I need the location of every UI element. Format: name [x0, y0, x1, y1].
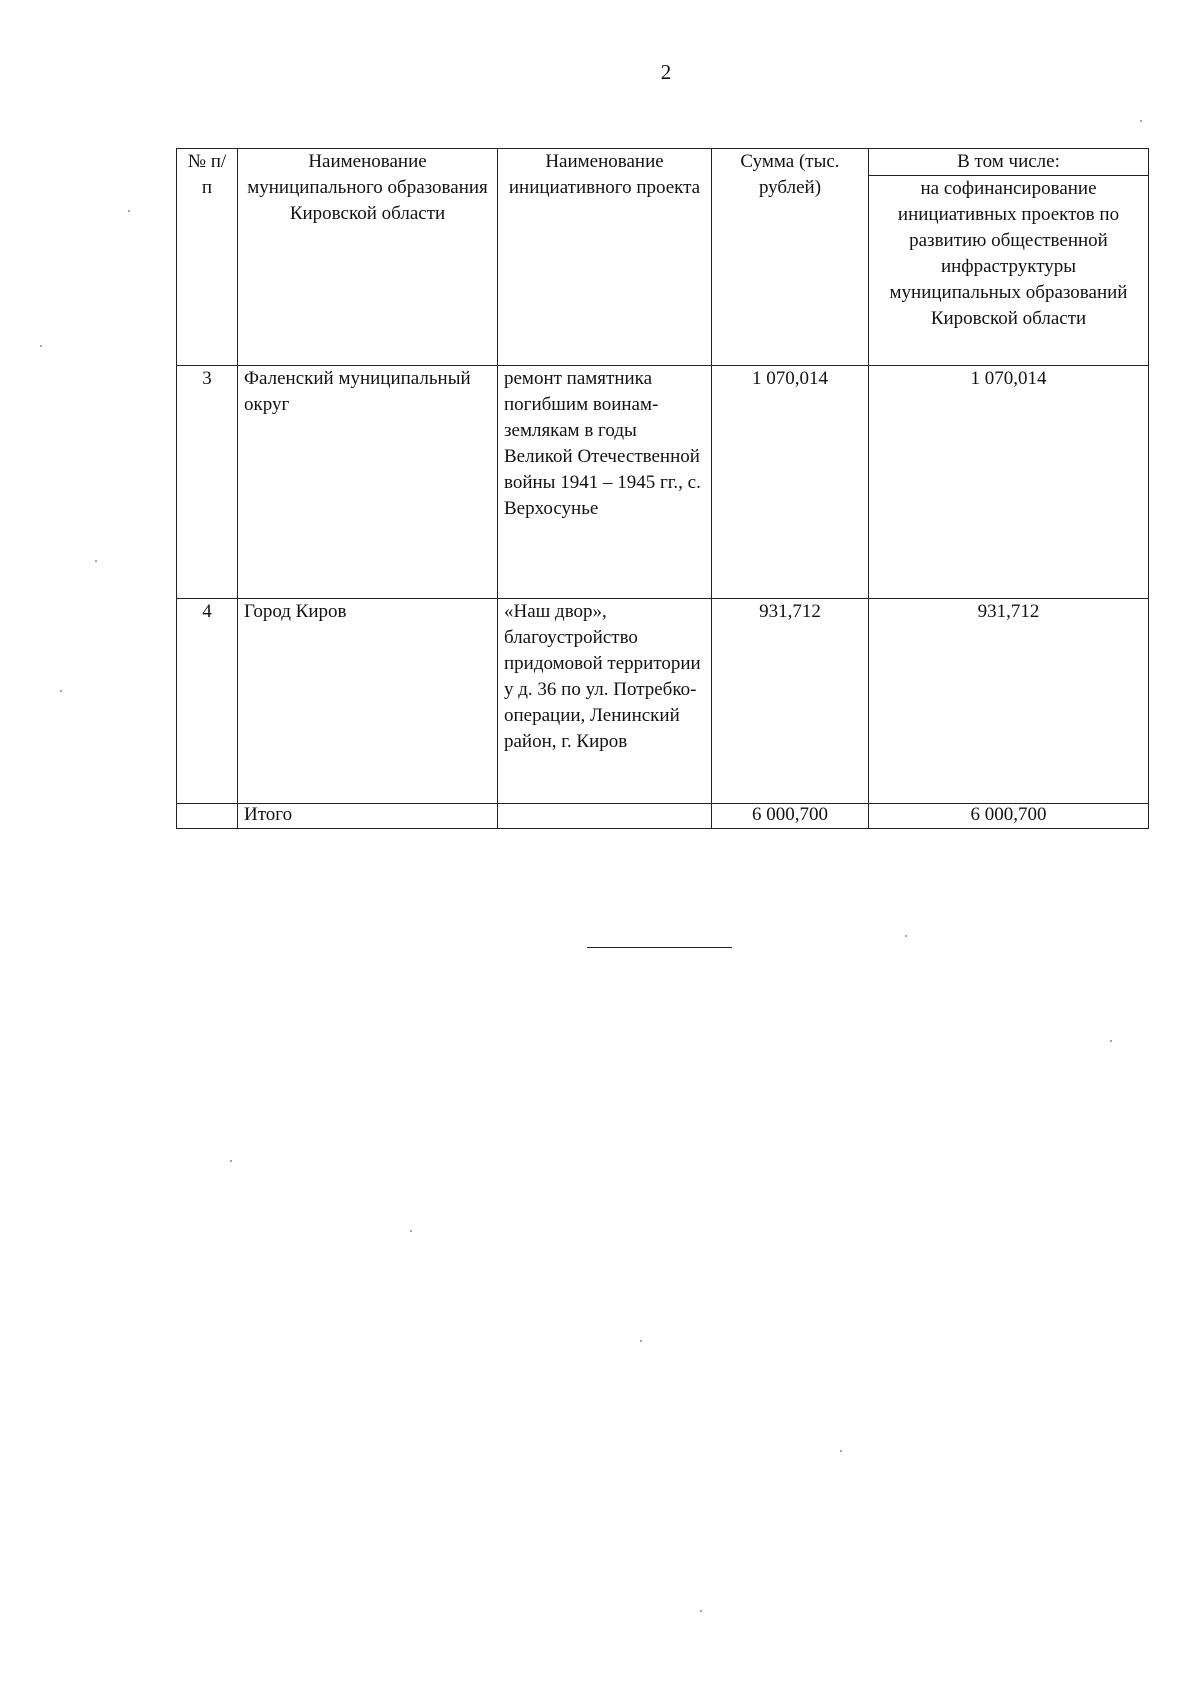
scan-speck — [640, 1340, 642, 1342]
cell-cofinancing: 931,712 — [869, 599, 1149, 804]
page-number: 2 — [660, 60, 672, 84]
cell-sum: 1 070,014 — [712, 366, 869, 599]
scan-speck — [1110, 1040, 1112, 1042]
scan-speck — [230, 1160, 232, 1162]
cell-num: 4 — [177, 599, 238, 804]
table-row — [177, 366, 1149, 599]
table-row — [177, 599, 1149, 804]
table-total-row — [177, 804, 1149, 829]
scan-speck — [905, 935, 907, 937]
cell-project: ремонт памятника погибшим воинам-землякам в годы Великой Отечественной войны 1941 – 1945 гг., с. Верхосунье — [498, 366, 712, 599]
scan-speck — [95, 560, 97, 562]
cell-total-num — [177, 804, 238, 829]
header-project: Наименование инициативного проекта — [498, 149, 712, 366]
scan-speck — [410, 1230, 412, 1232]
header-municipality: Наименование муниципального образования Кировской области — [238, 149, 498, 366]
cell-total-label: Итого — [238, 804, 498, 829]
cell-total-sum: 6 000,700 — [712, 804, 869, 829]
cell-total-project — [498, 804, 712, 829]
funding-table — [176, 148, 1149, 829]
cell-project: «Наш двор», благоустройство придомовой территории у д. 36 по ул. Потребко-операции, Ленинский район, г. Киров — [498, 599, 712, 804]
scan-speck — [128, 210, 130, 212]
scan-speck — [840, 1450, 842, 1452]
end-separator-line — [587, 947, 732, 948]
scan-speck — [60, 690, 62, 692]
cell-municipality: Фаленский муниципальный округ — [238, 366, 498, 599]
scan-speck — [40, 345, 42, 347]
header-cofinancing: на софинансирование инициативных проектов по развитию общественной инфраструктуры муниципальных образований Кировской области — [869, 176, 1149, 366]
table-header-row — [177, 149, 1149, 176]
cell-total-cofinancing: 6 000,700 — [869, 804, 1149, 829]
header-num: № п/п — [177, 149, 238, 366]
scan-speck — [700, 1610, 702, 1612]
header-including: В том числе: — [869, 149, 1149, 176]
cell-num: 3 — [177, 366, 238, 599]
header-sum: Сумма (тыс. рублей) — [712, 149, 869, 366]
cell-cofinancing: 1 070,014 — [869, 366, 1149, 599]
scan-speck — [1140, 120, 1142, 122]
cell-sum: 931,712 — [712, 599, 869, 804]
cell-municipality: Город Киров — [238, 599, 498, 804]
